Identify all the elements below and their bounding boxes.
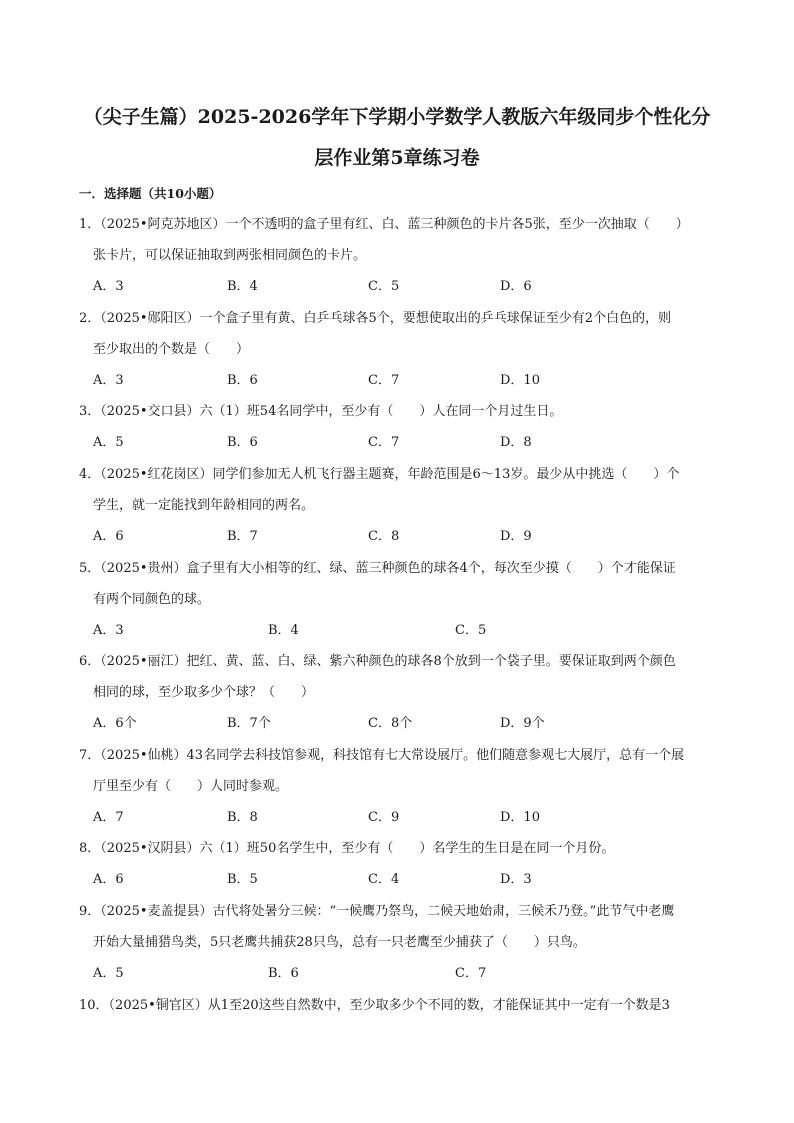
answer-option-d: D．10: [500, 810, 540, 825]
question-stem: 8．（2025•汉阴县）六（1）班50名学生中，至少有（ ）名学生的生日是在同一个月份。: [79, 841, 615, 856]
answer-option-d: D．9: [500, 529, 532, 544]
answer-option-a: A．3: [93, 623, 124, 638]
answer-option-a: A．7: [93, 810, 124, 825]
question-stem-continued: 相同的球，至少取多少个球？（ ）: [93, 685, 315, 700]
answer-options: [93, 966, 733, 982]
answer-option-c: C．8个: [368, 716, 413, 731]
question-stem: 10．（2025•铜官区）从1至20这些自然数中，至少取多少个不同的数，才能保证其中一定有一个数是3: [79, 998, 670, 1013]
question-stem-continued: 厅里至少有（ ）人同时参观。: [93, 779, 289, 794]
question-stem-continued: 开始大量捕猎鸟类，5只老鹰共捕获28只鸟，总有一只老鹰至少捕获了（ ）只鸟。: [93, 935, 586, 950]
answer-options: [93, 810, 733, 826]
answer-option-a: A．6: [93, 872, 124, 887]
answer-option-b: B．5: [227, 872, 258, 887]
answer-option-c: C．7: [455, 966, 487, 981]
answer-option-d: D．6: [500, 279, 532, 294]
answer-option-a: A．5: [93, 435, 124, 450]
answer-option-b: B．6: [268, 966, 299, 981]
answer-option-b: B．6: [227, 435, 258, 450]
answer-option-d: D．9个: [500, 716, 545, 731]
answer-option-d: D．10: [500, 373, 540, 388]
question-stem-continued: 张卡片，可以保证抽取到两张相同颜色的卡片。: [93, 248, 367, 263]
answer-option-c: C．9: [368, 810, 400, 825]
answer-options: [93, 623, 733, 639]
answer-option-d: D．8: [500, 435, 532, 450]
answer-option-b: B．4: [268, 623, 299, 638]
answer-option-b: B．6: [227, 373, 258, 388]
answer-option-c: C．8: [368, 529, 400, 544]
answer-options: [93, 435, 733, 451]
answer-option-a: A．6个: [93, 716, 137, 731]
answer-option-b: B．7: [227, 529, 258, 544]
answer-options: [93, 716, 733, 732]
answer-option-d: D．3: [500, 872, 532, 887]
section-heading: 一．选择题（共10小题）: [79, 186, 222, 201]
question-stem: 6．（2025•丽江）把红、黄、蓝、白、绿、紫六种颜色的球各8个放到一个袋子里。要保证取到两个颜色: [79, 654, 676, 669]
document-title-line-1: （尖子生篇）2025-2026学年下学期小学数学人教版六年级同步个性化分: [83, 106, 711, 128]
question-stem: 5．（2025•贵州）盒子里有大小相等的红、绿、蓝三种颜色的球各4个，每次至少摸（ ）个才能保证: [79, 561, 676, 576]
question-stem-continued: 学生，就一定能找到年龄相同的两名。: [93, 498, 315, 513]
question-stem: 1．（2025•阿克苏地区）一个不透明的盒子里有红、白、蓝三种颜色的卡片各5张，至少一次抽取（ ）: [79, 217, 689, 232]
answer-option-c: C．5: [455, 623, 487, 638]
question-stem: 4．（2025•红花岗区）同学们参加无人机飞行器主题赛，年龄范围是6～13岁。最少从中挑选（ ）个: [79, 467, 680, 482]
question-stem: 2．（2025•郧阳区）一个盒子里有黄、白乒乓球各5个，要想使取出的乒乓球保证至少有2个白色的，则: [79, 311, 672, 326]
question-stem-continued: 有两个同颜色的球。: [93, 592, 211, 607]
document-title-line-2: 层作业第5章练习卷: [314, 147, 480, 169]
answer-option-c: C．4: [368, 872, 400, 887]
answer-option-c: C．7: [368, 435, 400, 450]
answer-option-a: A．3: [93, 373, 124, 388]
answer-options: [93, 373, 733, 389]
question-stem: 9．（2025•麦盖提县）古代将处暑分三候：“一候鹰乃祭鸟，二候天地始肃，三候禾乃登。”此节气中老鹰: [79, 904, 675, 919]
question-stem: 7．（2025•仙桃）43名同学去科技馆参观，科技馆有七大常设展厅。他们随意参观七大展厅，总有一个展: [79, 748, 685, 763]
answer-options: [93, 529, 733, 545]
answer-options: [93, 279, 733, 295]
answer-option-a: A．3: [93, 279, 124, 294]
answer-option-b: B．4: [227, 279, 258, 294]
answer-option-b: B．8: [227, 810, 258, 825]
answer-option-c: C．7: [368, 373, 400, 388]
answer-option-c: C．5: [368, 279, 400, 294]
question-stem-continued: 至少取出的个数是（ ）: [93, 342, 250, 357]
answer-options: [93, 872, 733, 888]
question-stem: 3．（2025•交口县）六（1）班54名同学中，至少有（ ）人在同一个月过生日。: [79, 404, 563, 419]
answer-option-a: A．5: [93, 966, 124, 981]
answer-option-a: A．6: [93, 529, 124, 544]
answer-option-b: B．7个: [227, 716, 271, 731]
